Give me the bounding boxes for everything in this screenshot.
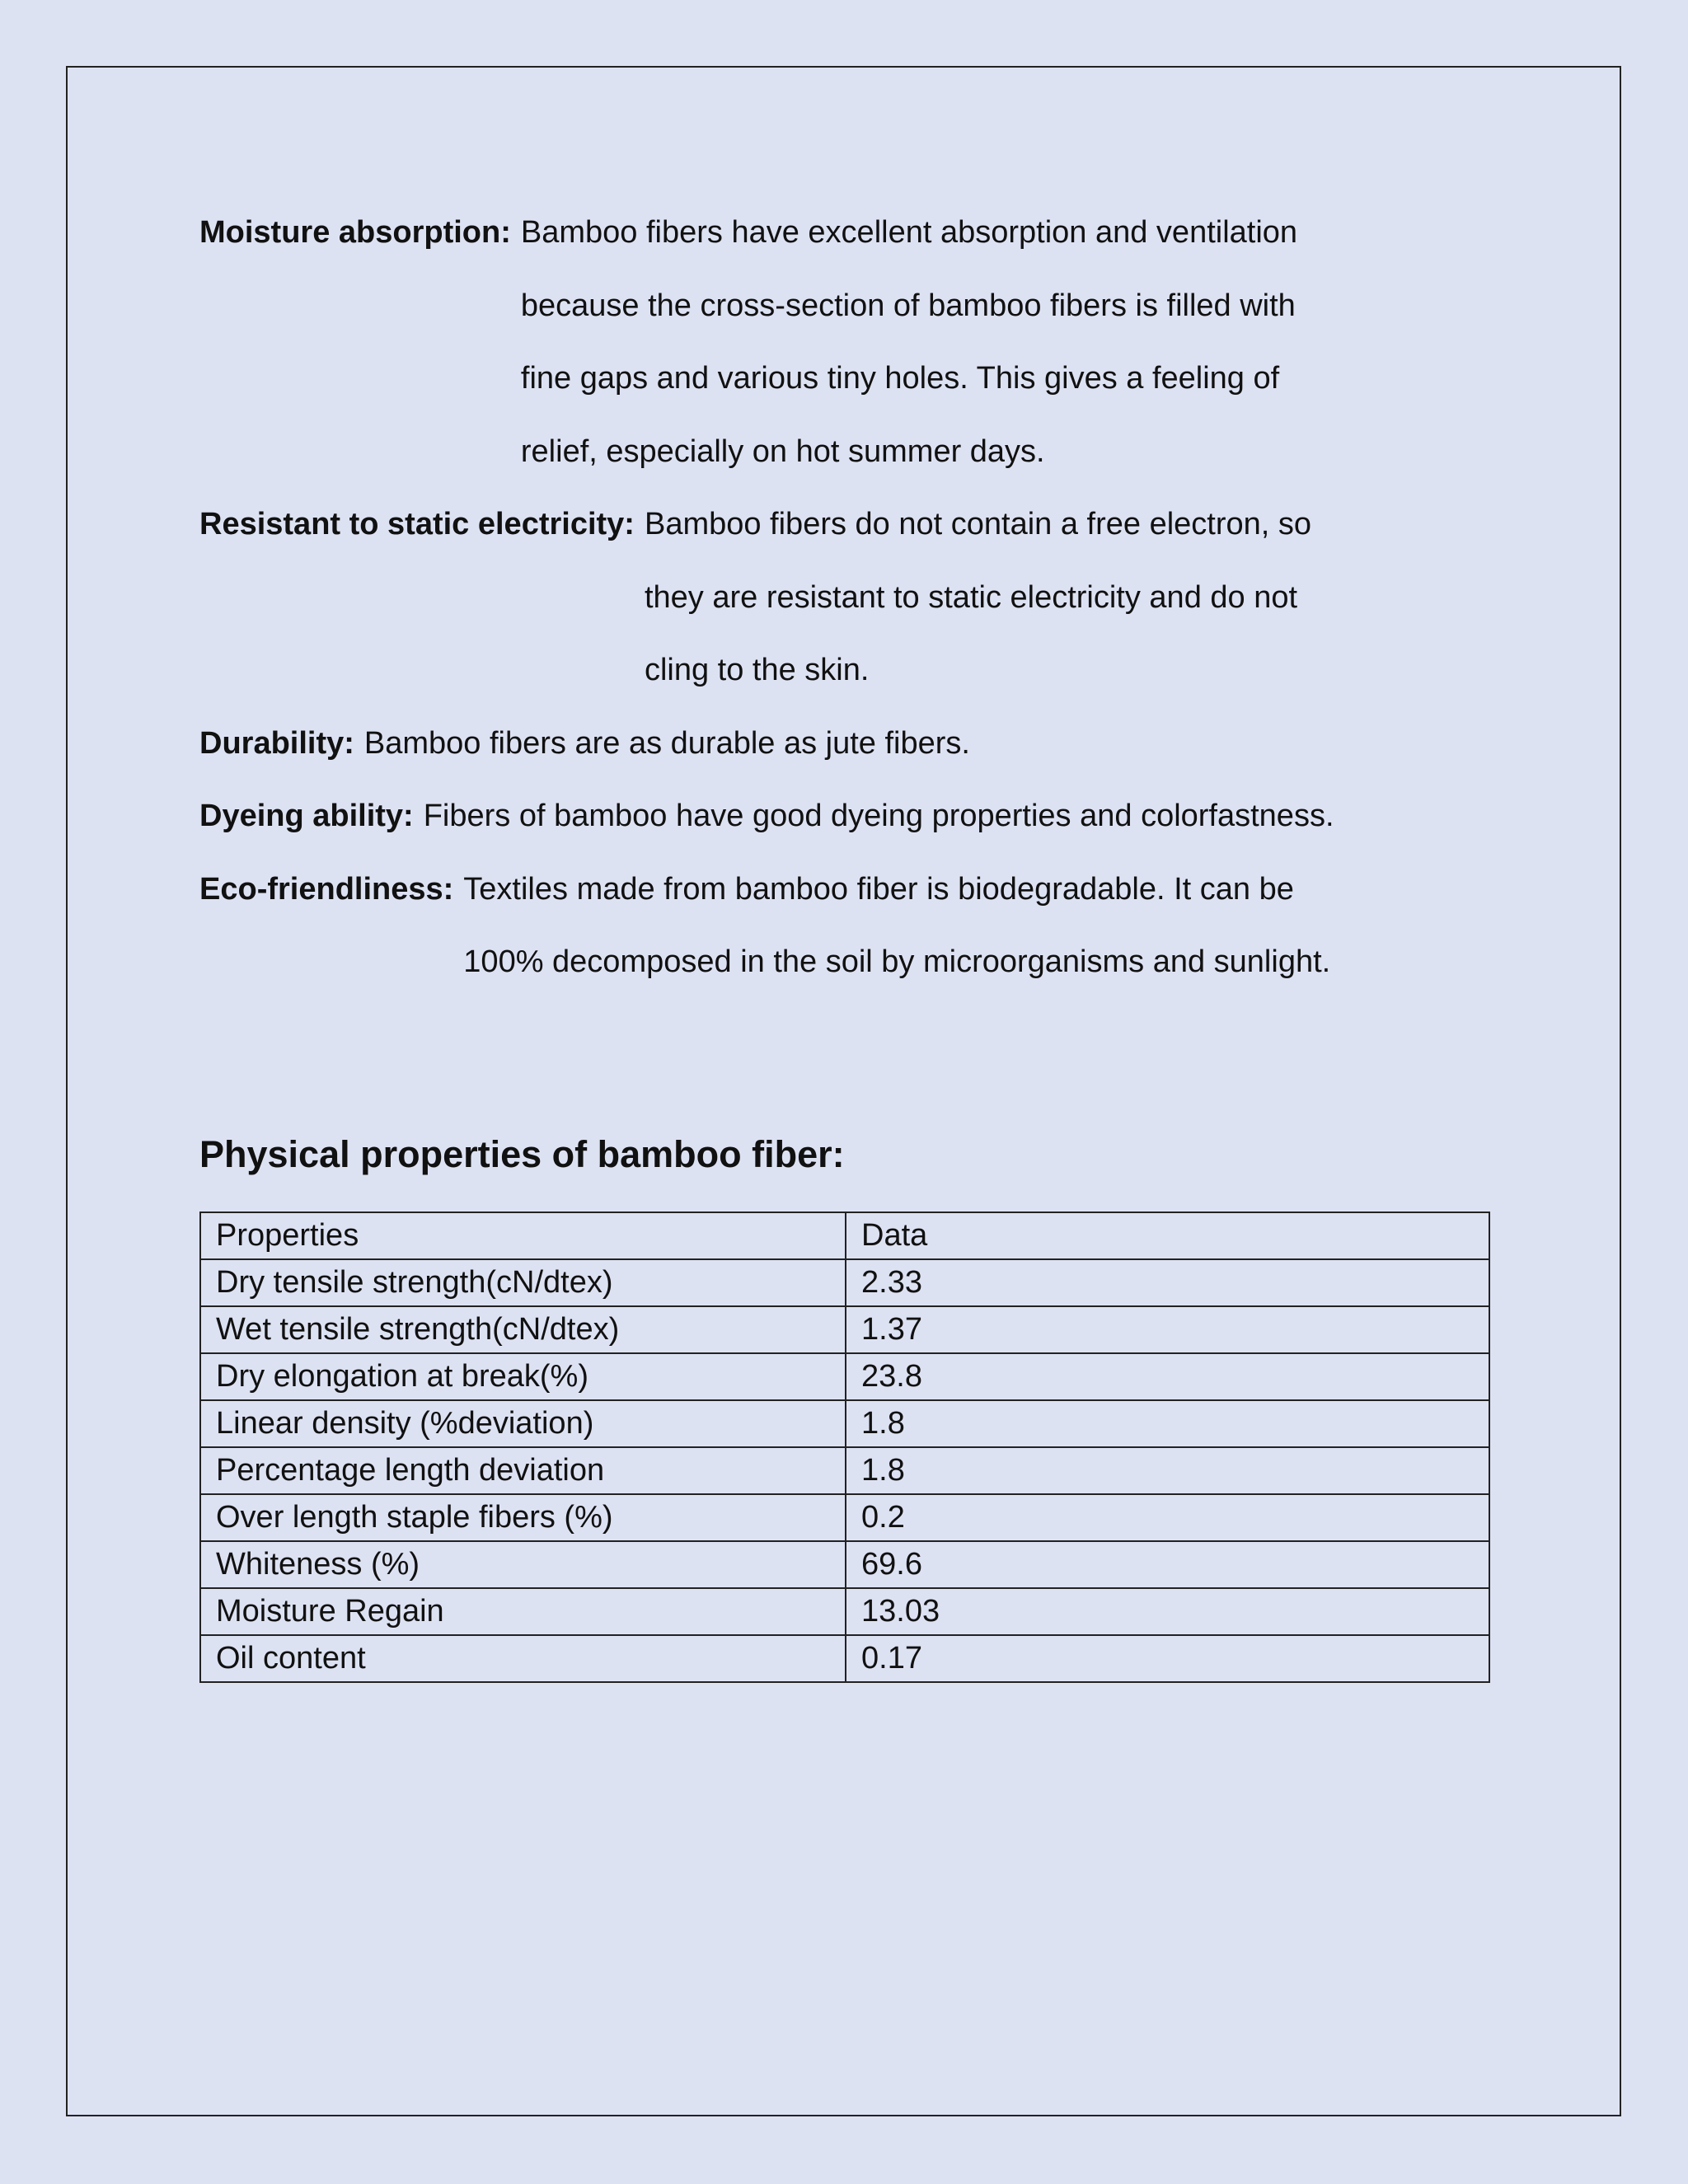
property-cell: Percentage length deviation [200,1447,846,1494]
paragraph-term: Moisture absorption: [199,215,511,250]
paragraph-description [645,488,1311,707]
properties-text [199,196,1518,999]
value-cell: 23.8 [846,1353,1489,1400]
value-cell: 2.33 [846,1259,1489,1306]
table-header-row [200,1212,1489,1259]
section-heading: Physical properties of bamboo fiber: [199,1133,845,1175]
table-row [200,1306,1489,1353]
text-line: Textiles made from bamboo fiber is biodegradable. It can be [463,871,1294,907]
text-line: 100% decomposed in the soil by microorganisms and sunlight. [463,944,1331,979]
table-row [200,1353,1489,1400]
table-row [200,1588,1489,1635]
paragraph-term: Dyeing ability: [199,799,414,833]
table-row [200,1494,1489,1541]
property-cell: Wet tensile strength(cN/dtex) [200,1306,846,1353]
table-row [200,1447,1489,1494]
text-line: because the cross-section of bamboo fibers is filled with [520,288,1296,323]
text-line: they are resistant to static electricity and do not [644,579,1298,615]
paragraph-term: Resistant to static electricity: [199,507,635,541]
value-cell: 1.8 [846,1447,1489,1494]
property-cell: Linear density (%deviation) [200,1400,846,1447]
paragraph-description [463,853,1330,999]
paragraph-description [521,196,1297,488]
table-row [200,1541,1489,1588]
value-cell: 69.6 [846,1541,1489,1588]
paragraph-description [424,780,1334,853]
text-line: fine gaps and various tiny holes. This gives a feeling of [520,361,1280,396]
paragraph-dyeing-ability [199,780,1518,853]
property-cell: Over length staple fibers (%) [200,1494,846,1541]
text-line: Bamboo fibers have excellent absorption and ventilation [520,215,1298,250]
table-row [200,1259,1489,1306]
value-cell: 13.03 [846,1588,1489,1635]
text-line: Fibers of bamboo have good dyeing properties and colorfastness. [423,799,1334,833]
paragraph-durability [199,707,1518,780]
paragraph-static-electricity [199,488,1518,707]
header-cell-data: Data [846,1212,1489,1259]
value-cell: 1.37 [846,1306,1489,1353]
property-cell: Oil content [200,1635,846,1682]
text-line: Bamboo fibers are as durable as jute fibers. [363,725,970,761]
paragraph-eco-friendliness [199,853,1518,999]
header-cell-properties: Properties [200,1212,846,1259]
property-cell: Whiteness (%) [200,1541,846,1588]
paragraph-moisture-absorption [199,196,1518,488]
paragraph-description [364,707,970,780]
value-cell: 0.17 [846,1635,1489,1682]
text-line: cling to the skin. [644,653,870,687]
properties-table [199,1212,1490,1683]
table-row [200,1635,1489,1682]
table-row [200,1400,1489,1447]
value-cell: 1.8 [846,1400,1489,1447]
property-cell: Moisture Regain [200,1588,846,1635]
paragraph-term: Durability: [199,725,354,761]
value-cell: 0.2 [846,1494,1489,1541]
property-cell: Dry elongation at break(%) [200,1353,846,1400]
text-line: Bamboo fibers do not contain a free electron, so [644,507,1312,541]
paragraph-term: Eco-friendliness: [199,871,454,907]
text-line: relief, especially on hot summer days. [520,434,1045,469]
property-cell: Dry tensile strength(cN/dtex) [200,1259,846,1306]
